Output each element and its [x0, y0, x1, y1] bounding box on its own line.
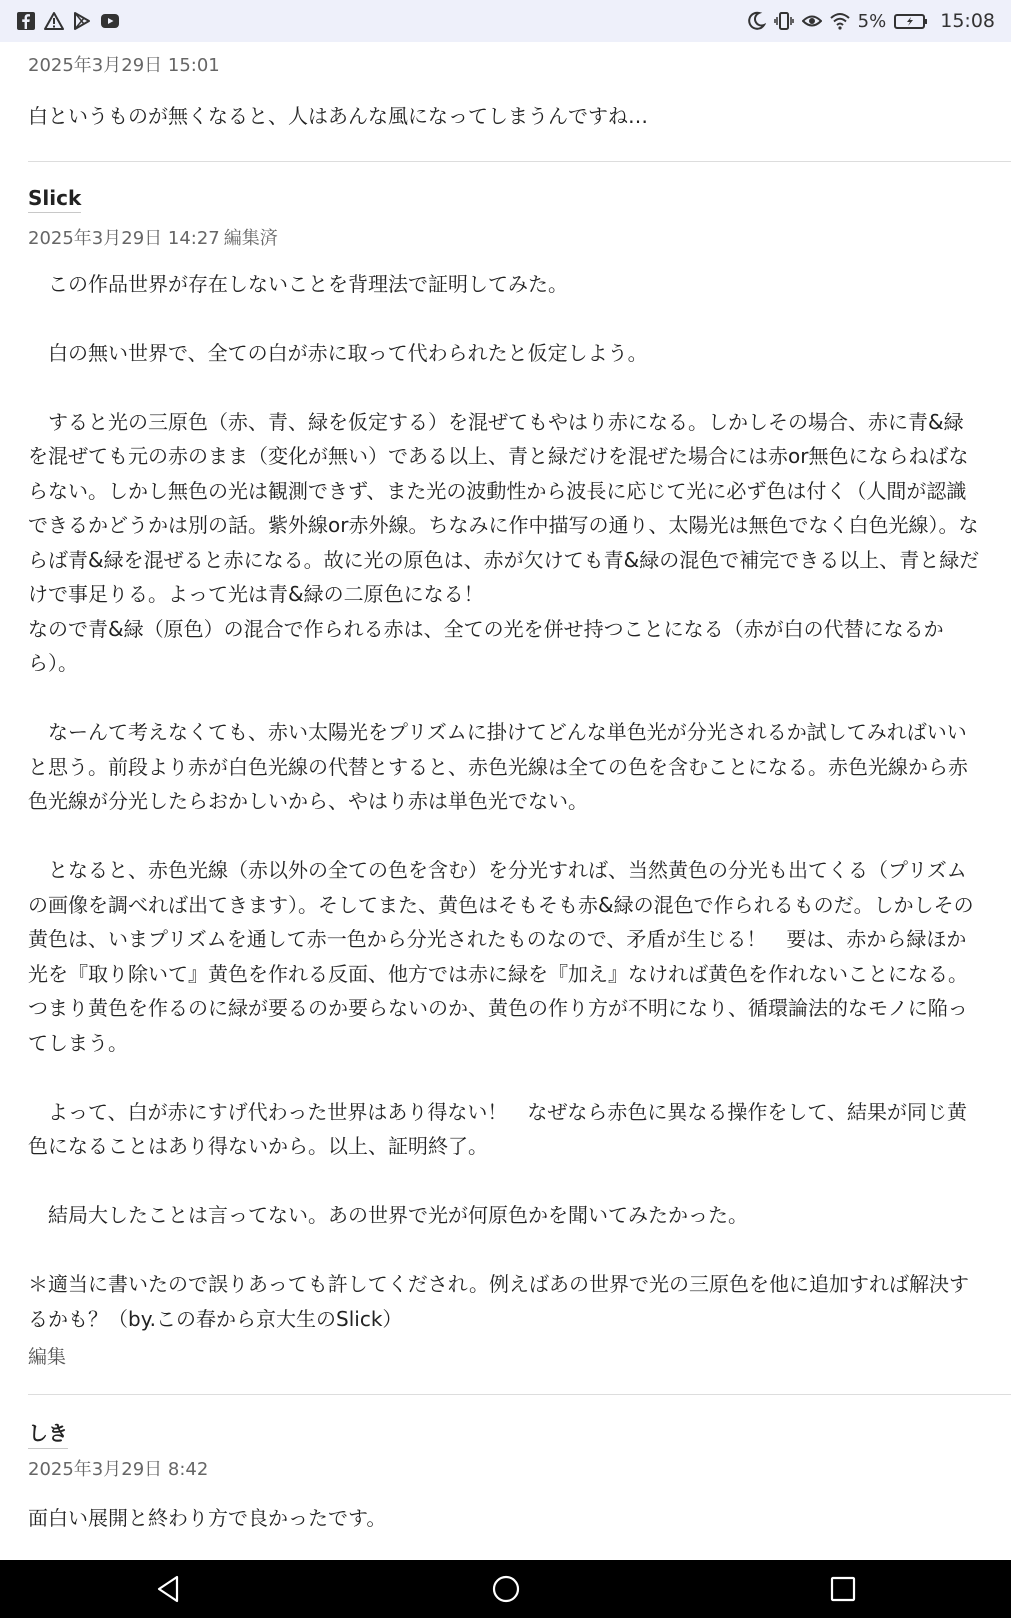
recents-icon	[827, 1573, 859, 1605]
play-store-icon	[72, 11, 92, 31]
wifi-icon	[830, 11, 850, 31]
comment-item	[0, 1395, 1011, 1536]
comment-body: この作品世界が存在しないことを背理法で証明してみた。 白の無い世界で、全ての白が赤に取って代わられたと仮定しよう。 すると光の三原色（赤、青、緑を仮定する）を混ぜてもやはり赤になる。しかしその場合、赤に青&緑を混ぜても元の赤のまま（変化が無い）である以上、青と緑だけを混ぜた場合には赤or無色にならねばならない。しかし無色の光は観測できず、また光の波動性から波長に応じて光に必ず色は付く（人間が認識できるかどうかは別の話。紫外線or赤外線。ちなみに作中描写の通り、太陽光は無色でなく白色光線）。ならば青&緑を混ぜると赤になる。故に光の原色は、赤が欠けても青&緑の混色で補完できる以上、青と緑だけで事足りる。よって光は青&緑の二原色になる！ なので青&緑（原色）の混合で作られる赤は、全ての光を併せ持つことになる（赤が白の代替になるから）。 なーんて考えなくても、赤い太陽光をプリズムに掛けてどんな単色光が分光されるか試してみればいいと思う。前段より赤が白色光線の代替とすると、赤色光線は全ての色を含むことになる。赤色光線から赤色光線が分光したらおかしいから、やはり赤は単色光でない。 となると、赤色光線（赤以外の全ての色を含む）を分光すれば、当然黄色の分光も出てくる（プリズムの画像を調べれば出てきます）。そしてまた、黄色はそもそも赤&緑の混色で作られるものだ。しかしその黄色は、いまプリズムを通して赤一色から分光されたものなので、矛盾が生じる！ 要は、赤から緑ほか光を『取り除いて』黄色を作れる反面、他方では赤に緑を『加え』なければ黄色を作れないことになる。つまり黄色を作るのに緑が要るのか要らないのか、黄色の作り方が不明になり、循環論法的なモノに陥ってしまう。 よって、白が赤にすげ代わった世界はあり得ない！ なぜなら赤色に異なる操作をして、結果が同じ黄色になることはあり得ないから。以上、証明終了。 結局大したことは言ってない。あの世界で光が何原色かを聞いてみたかった。 ＊適当に書いたので誤りあっても許してくだされ。例えばあの世界で光の三原色を他に追加すれば解決するかも？（by.この春から京大生のSlick）	[28, 271, 980, 1331]
youtube-icon	[100, 11, 120, 31]
comment-date	[28, 51, 983, 81]
comment-item	[0, 162, 1011, 1373]
status-right-icons	[746, 10, 995, 32]
navigation-bar	[0, 1560, 1011, 1618]
home-button[interactable]	[476, 1560, 536, 1618]
back-icon	[153, 1573, 185, 1605]
battery-charging-icon	[894, 11, 928, 31]
comment-author-row	[28, 186, 983, 216]
comment-author[interactable]: Slick	[28, 186, 81, 213]
comment-date	[28, 1457, 983, 1483]
comment-body: 白というものが無くなると、人はあんな風になってしまうんですね…	[28, 104, 648, 128]
edited-label: 編集済	[223, 227, 278, 249]
home-icon	[490, 1573, 522, 1605]
comment-date	[28, 226, 983, 252]
clock: 15:08	[940, 10, 995, 32]
battery-percent: 5%	[857, 10, 887, 32]
eye-icon	[802, 11, 822, 31]
comment-item	[0, 42, 1011, 134]
comment-date-text: 2025年3月29日 15:01	[28, 55, 220, 76]
status-bar	[0, 0, 1011, 42]
moon-icon	[746, 11, 766, 31]
status-left-icons	[16, 11, 120, 31]
comment-date-text: 2025年3月29日 14:27	[28, 227, 220, 249]
comment-author[interactable]: しき	[28, 1417, 68, 1449]
comment-author-row	[28, 1417, 983, 1447]
comment-body: 面白い展開と終わり方で良かったです。	[28, 1506, 387, 1530]
edit-button[interactable]: 編集	[28, 1346, 67, 1368]
comment-date-text: 2025年3月29日 8:42	[28, 1459, 209, 1480]
vibrate-icon	[774, 11, 794, 31]
back-button[interactable]	[139, 1560, 199, 1618]
comment-list[interactable]	[0, 42, 1011, 1560]
warning-icon	[44, 11, 64, 31]
facebook-icon	[16, 11, 36, 31]
recents-button[interactable]	[813, 1560, 873, 1618]
